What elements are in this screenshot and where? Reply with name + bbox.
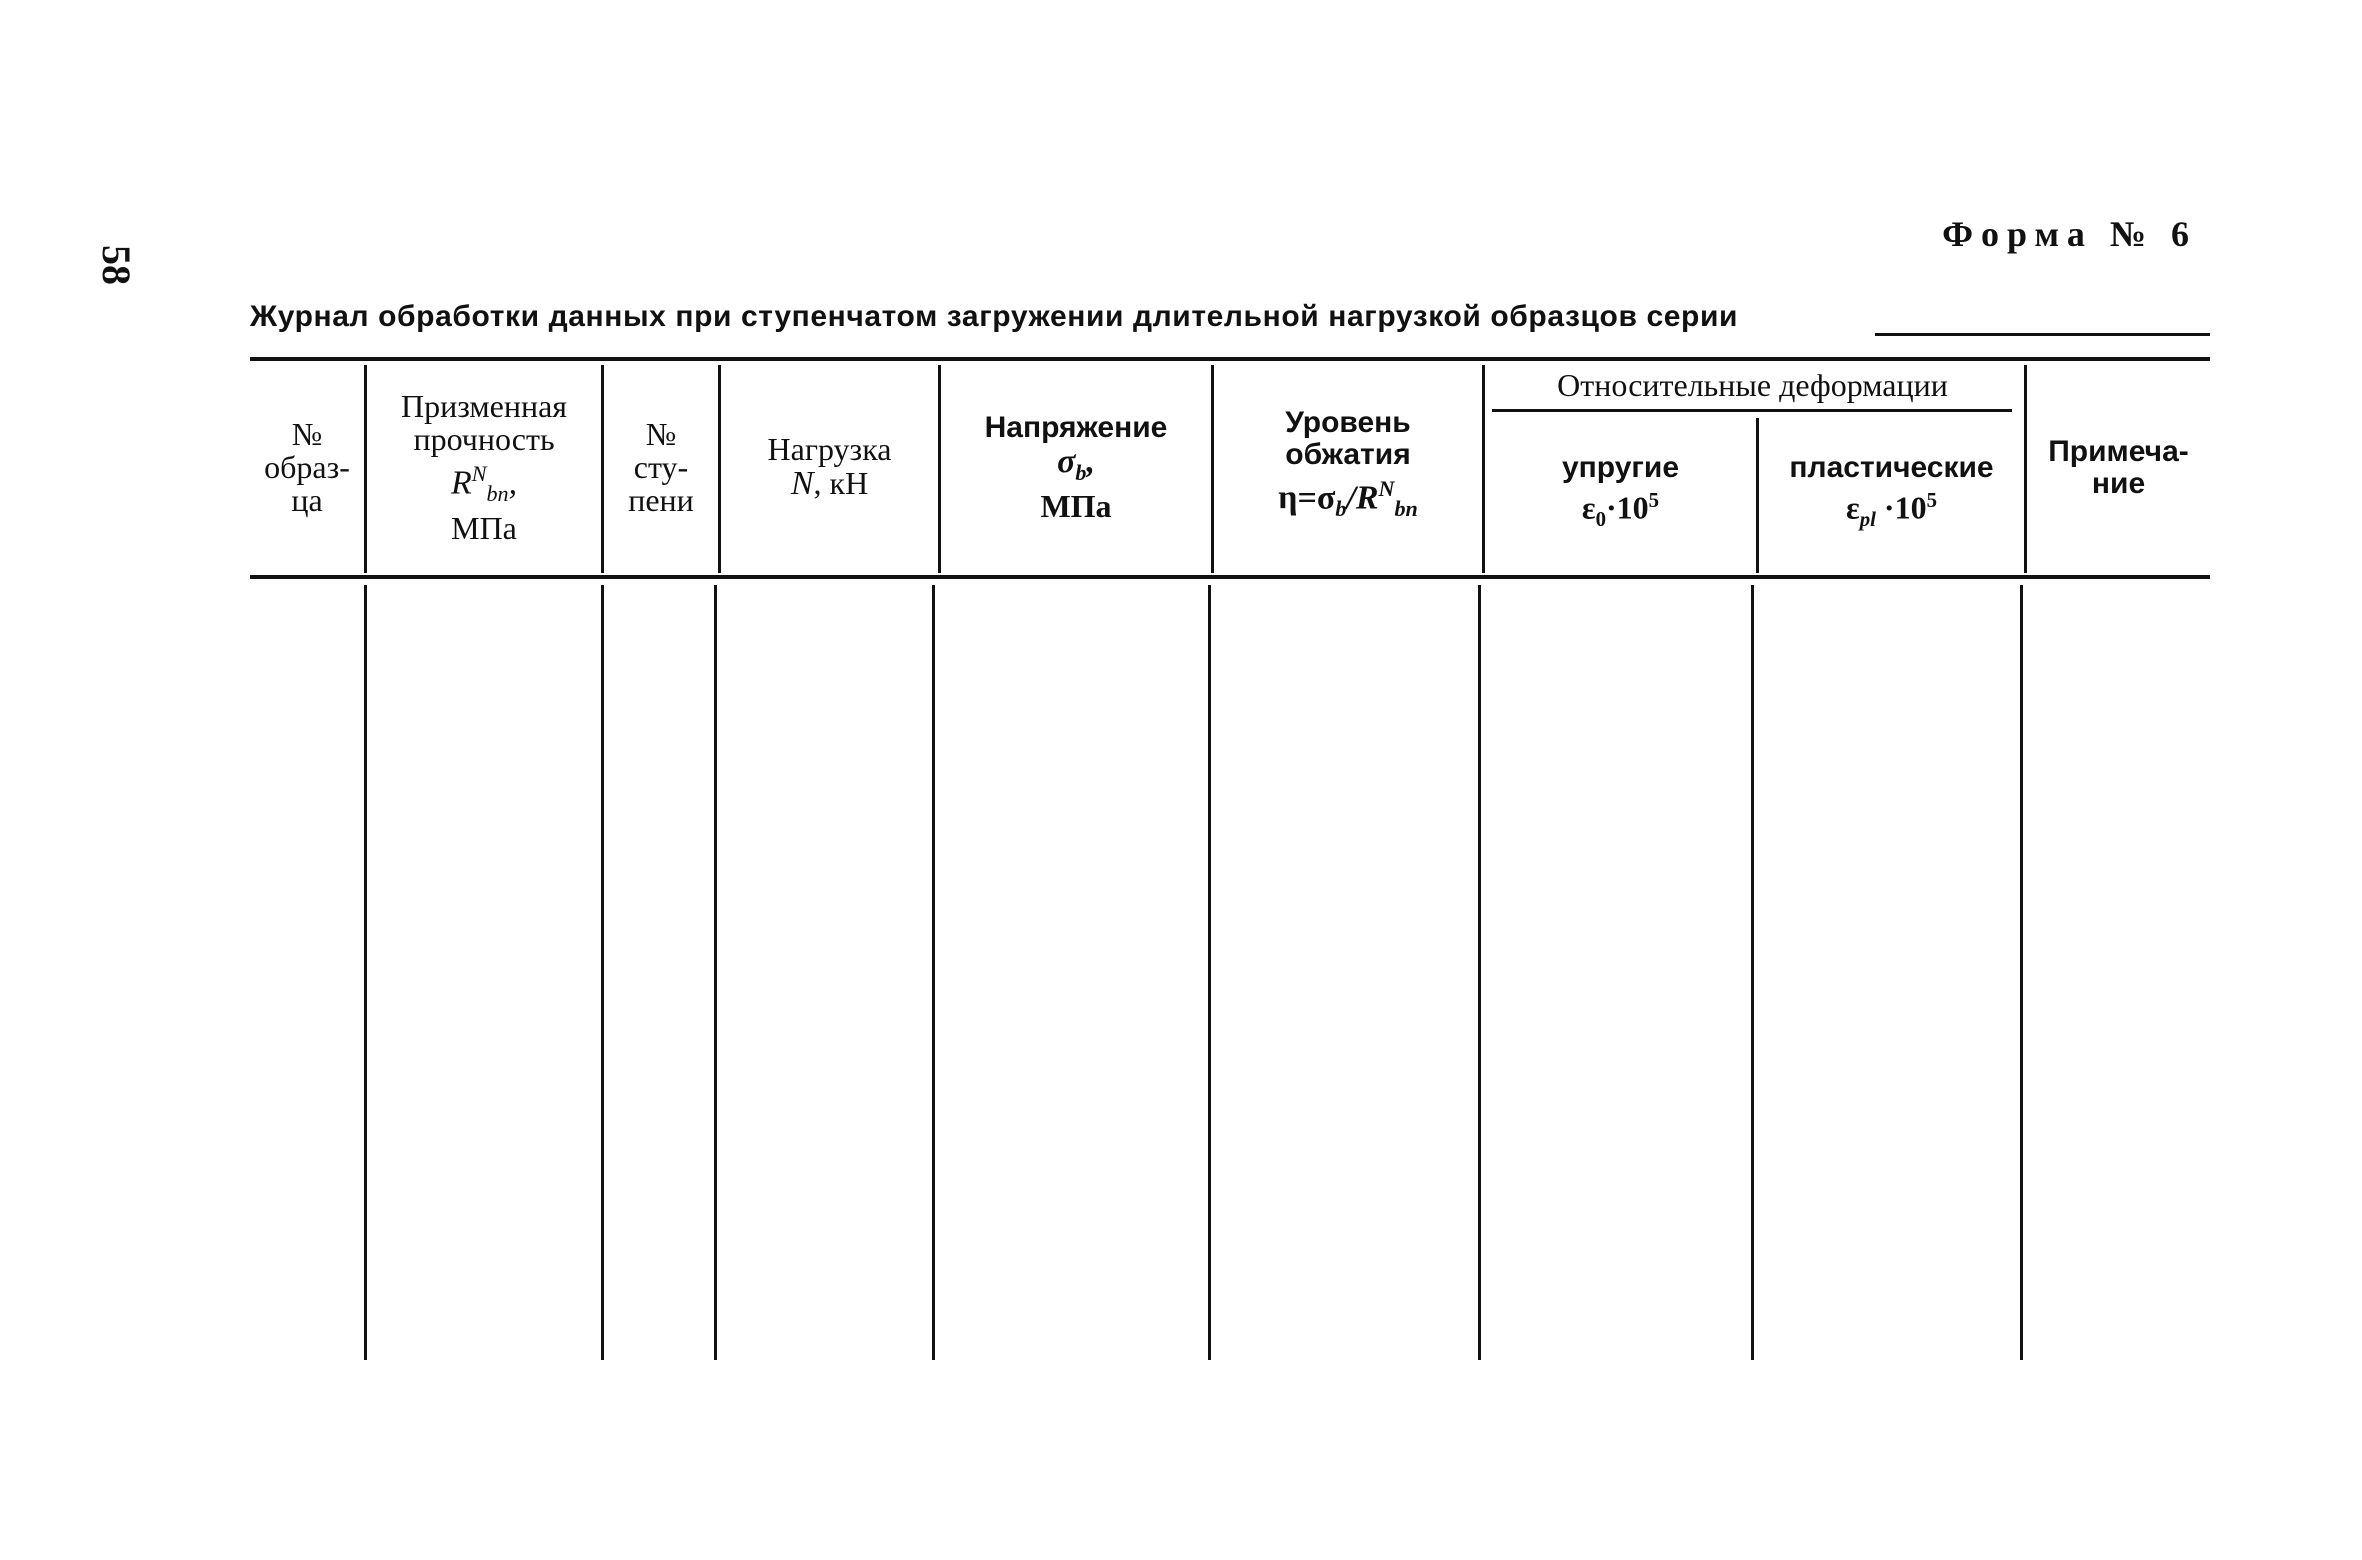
body-divider-7 (1751, 585, 1754, 1360)
col-header-plastic: пластические $\varepsilon_{pl} \cdot 10^5$ (1789, 451, 1994, 532)
col-header-note: Примеча- ние (2048, 434, 2189, 500)
col-header-sample-no: № образ- ца (264, 416, 350, 518)
body-divider-2 (601, 585, 604, 1360)
col-header-relative-strains-group: Относительные деформации (1557, 366, 1948, 403)
col-header-compression-level: Уровень обжатия $\eta=\sigma_b/R^N_{bn}$ (1214, 362, 1482, 573)
col-header-load: Нагрузка N, кН (767, 431, 892, 502)
stress-symbol: $\sigma_b$, (1057, 442, 1095, 485)
col-header-stress: Напряжение $\sigma_b$, МПа (984, 410, 1168, 525)
journal-title-row (250, 300, 2210, 350)
form-label: Форма № 6 (1942, 214, 2197, 254)
col-header-stage-no: № сту- пени (628, 416, 694, 518)
col-header-prism-strength: Призменная прочность $R^N_{bn}$, МПа (400, 387, 568, 547)
table-top-rule (250, 357, 2210, 361)
prism-strength-symbol: $R^N_{bn}$, (450, 460, 518, 507)
page-number: 58 (94, 245, 139, 285)
col-header-elastic: упругие $\varepsilon_0\cdot 10^5$ (1561, 451, 1680, 532)
body-divider-8 (2020, 585, 2023, 1360)
header-bottom-rule (250, 575, 2210, 579)
series-blank-field[interactable] (1875, 333, 2210, 336)
group-header-underline (1492, 409, 2012, 412)
compression-formula: $\eta=\sigma_b/R^N_{bn}$ (1278, 476, 1418, 522)
body-divider-6 (1478, 585, 1481, 1360)
body-divider-1 (364, 585, 367, 1360)
journal-title: Журнал обработки данных при ступенчатом загружении длительной нагрузкой образцов серии (250, 300, 1739, 333)
body-divider-3 (714, 585, 717, 1360)
body-divider-5 (1208, 585, 1211, 1360)
body-divider-4 (932, 585, 935, 1360)
